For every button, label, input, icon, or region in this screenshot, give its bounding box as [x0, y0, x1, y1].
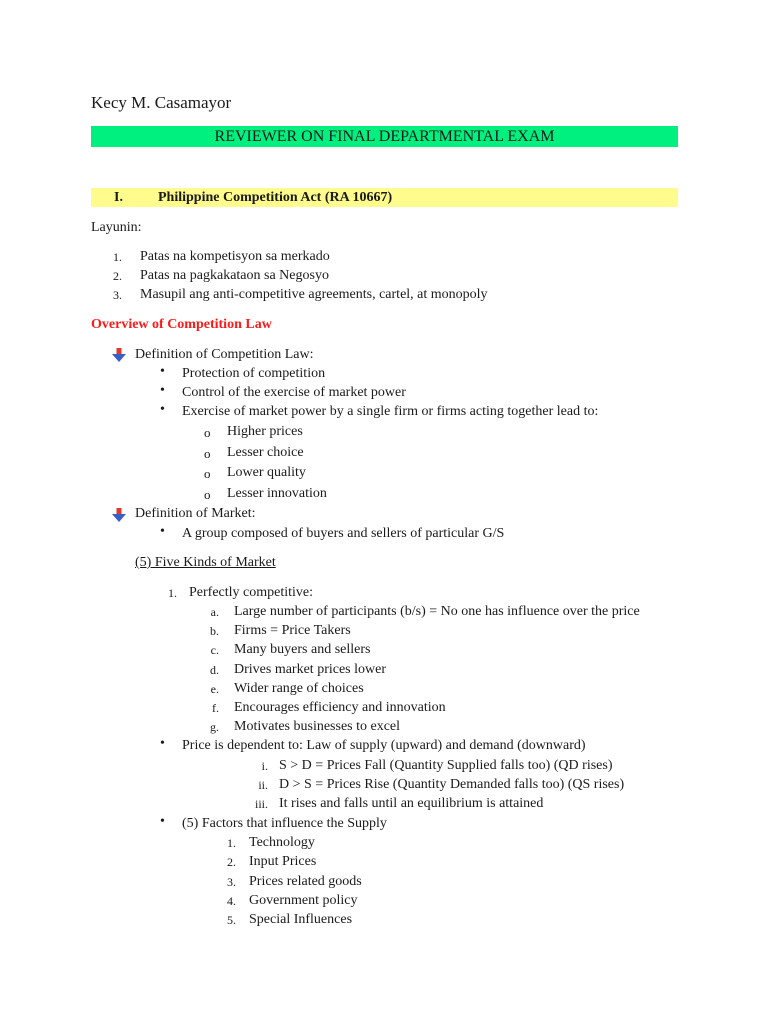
list-marker: c. [210, 643, 219, 657]
list-item: Wider range of choices [234, 681, 364, 696]
list-marker: 2. [227, 855, 236, 869]
list-item: Lesser innovation [227, 486, 327, 501]
sub-bullet-marker: o [204, 425, 211, 440]
list-item: Firms = Price Takers [234, 623, 351, 638]
list-item: Input Prices [249, 854, 317, 869]
list-item: Masupil ang anti-competitive agreements, cartel, at monopoly [140, 287, 488, 302]
list-item: Drives market prices lower [234, 662, 386, 677]
list-marker: a. [210, 605, 219, 619]
section-title: Philippine Competition Act (RA 10667) [158, 190, 393, 205]
list-marker: 2. [113, 269, 122, 283]
list-item: Higher prices [227, 424, 303, 439]
list-item: It rises and falls until an equilibrium is attained [279, 796, 544, 811]
list-item: Large number of participants (b/s) = No one has influence over the price [234, 604, 640, 619]
list-marker: f. [212, 701, 219, 715]
list-marker: d. [210, 663, 219, 677]
overview-heading: Overview of Competition Law [91, 317, 272, 332]
list-marker: b. [210, 624, 219, 638]
list-item: Many buyers and sellers [234, 642, 371, 657]
down-arrow-icon [112, 348, 126, 362]
list-item: Patas na kompetisyon sa merkado [140, 249, 330, 264]
five-kinds-heading: (5) Five Kinds of Market [135, 555, 276, 570]
list-marker: 4. [227, 894, 236, 908]
sub-bullet-marker: o [204, 446, 211, 461]
bullet-dot: • [160, 364, 165, 379]
list-item: Patas na pagkakataon sa Negosyo [140, 268, 329, 283]
list-marker: i. [261, 759, 268, 773]
list-item: Technology [249, 835, 315, 850]
bullet-dot: • [160, 524, 165, 539]
down-arrow-icon [112, 508, 126, 522]
list-marker: iii. [254, 797, 268, 811]
list-item: (5) Factors that influence the Supply [182, 816, 387, 831]
list-item: A group composed of buyers and sellers of particular G/S [182, 526, 505, 541]
bullet-dot: • [160, 383, 165, 398]
author-name: Kecy M. Casamayor [91, 93, 232, 112]
definition-label: Definition of Market: [135, 506, 256, 521]
list-marker: ii. [258, 778, 268, 792]
list-marker: g. [210, 720, 219, 734]
bullet-dot: • [160, 736, 165, 751]
list-marker: 5. [227, 913, 236, 927]
list-item: Protection of competition [182, 366, 326, 381]
sub-bullet-marker: o [204, 487, 211, 502]
list-item: Price is dependent to: Law of supply (upward) and demand (downward) [182, 738, 586, 753]
list-item: Exercise of market power by a single firm or firms acting together lead to: [182, 404, 599, 419]
list-item: S > D = Prices Fall (Quantity Supplied falls too) (QD rises) [279, 758, 613, 773]
list-marker: e. [210, 682, 219, 696]
list-marker: 1. [168, 586, 177, 600]
list-marker: 3. [113, 288, 122, 302]
section-number: I. [114, 190, 123, 205]
list-item: Lesser choice [227, 445, 304, 460]
list-item: Special Influences [249, 912, 353, 927]
sub-bullet-marker: o [204, 466, 211, 481]
list-item: Encourages efficiency and innovation [234, 700, 446, 715]
list-item: Motivates businesses to excel [234, 719, 401, 734]
list-marker: 3. [227, 875, 236, 889]
list-item: D > S = Prices Rise (Quantity Demanded falls too) (QS rises) [279, 777, 625, 792]
definition-label: Definition of Competition Law: [135, 347, 314, 362]
list-item: Government policy [249, 893, 358, 908]
list-item: Control of the exercise of market power [182, 385, 406, 400]
list-marker: 1. [113, 250, 122, 264]
list-item: Prices related goods [249, 874, 362, 889]
list-item: Lower quality [227, 465, 306, 480]
section-heading [91, 188, 678, 207]
bullet-dot: • [160, 402, 165, 417]
list-item: Perfectly competitive: [189, 585, 314, 600]
bullet-dot: • [160, 814, 165, 829]
document-title: REVIEWER ON FINAL DEPARTMENTAL EXAM [91, 126, 678, 147]
layunin-label: Layunin: [91, 220, 142, 235]
list-marker: 1. [227, 836, 236, 850]
